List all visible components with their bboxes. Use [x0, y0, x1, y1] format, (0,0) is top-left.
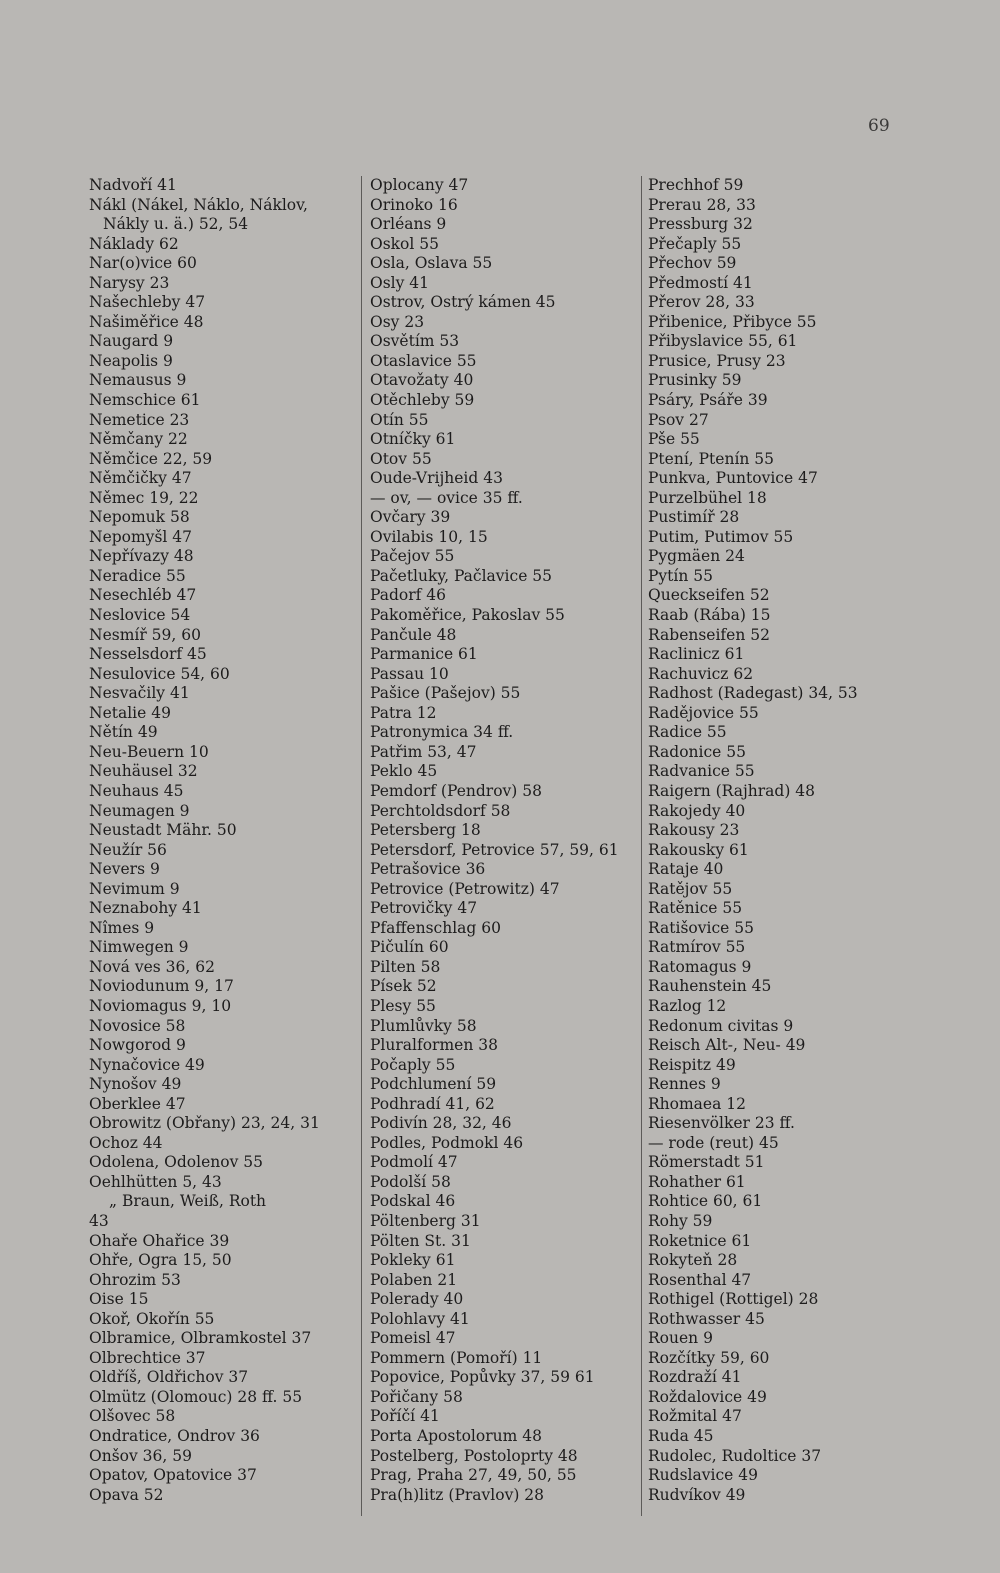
- index-entry: Pygmäen 24: [648, 547, 745, 566]
- index-entry: Nová ves 36, 62: [89, 957, 215, 976]
- index-entry: Pořičany 58: [370, 1387, 463, 1406]
- index-entry: Podles, Podmokl 46: [370, 1133, 524, 1152]
- index-entry: Postelberg, Postoloprty 48: [370, 1446, 578, 1465]
- index-entry: Ratěnice 55: [648, 899, 743, 918]
- index-entry: Roketnice 61: [648, 1231, 752, 1250]
- index-entry: Ruda 45: [648, 1427, 714, 1445]
- index-entry: Rabenseifen 52: [648, 625, 770, 644]
- index-entry: Nevimum 9: [89, 879, 180, 898]
- index-entry: Olbramice, Olbramkostel 37: [89, 1329, 312, 1348]
- index-entry: Rohather 61: [648, 1172, 746, 1191]
- index-entry: Pra(h)litz (Pravlov) 28: [370, 1485, 545, 1504]
- index-entry: Pičulín 60: [370, 938, 449, 957]
- index-entry: Předmostí 41: [648, 273, 753, 292]
- index-entry: Osvětím 53: [370, 332, 460, 351]
- index-entry: Otěchleby 59: [370, 391, 475, 410]
- index-entry: Osly 41: [370, 273, 430, 292]
- index-entry: Otín 55: [370, 410, 429, 429]
- page-number: 69: [868, 116, 890, 136]
- index-entry: Raigern (Rajhrad) 48: [648, 781, 816, 800]
- index-entry: Oehlhütten 5, 43: [89, 1172, 222, 1191]
- index-entry: „ Braun, Weiß, Roth: [109, 1192, 267, 1211]
- index-entry: Prusice, Prusy 23: [648, 351, 786, 370]
- index-entry: Ratomagus 9: [648, 957, 752, 976]
- index-entry: Rohy 59: [648, 1211, 713, 1230]
- index-entry: Petrovice (Petrowitz) 47: [370, 879, 560, 898]
- index-column-1: [89, 176, 355, 1505]
- index-entry: Ostrov, Ostrý kámen 45: [370, 293, 556, 312]
- index-entry: Peklo 45: [370, 762, 438, 781]
- index-entry: Psov 27: [648, 410, 709, 429]
- index-entry: Radějovice 55: [648, 703, 759, 722]
- index-entry: Nesechléb 47: [89, 586, 197, 605]
- index-entry: Pačetluky, Pačlavice 55: [370, 566, 553, 585]
- index-entry: Patřim 53, 47: [370, 742, 477, 761]
- index-entry: Polohlavy 41: [370, 1309, 470, 1328]
- index-entry: Noviodunum 9, 17: [89, 977, 234, 996]
- index-entry: Rakojedy 40: [648, 801, 746, 820]
- index-entry: Ratějov 55: [648, 879, 733, 898]
- index-entry: Němčany 22: [89, 430, 188, 449]
- index-entry: Petrovičky 47: [370, 899, 478, 918]
- index-entry: Nevers 9: [89, 860, 160, 879]
- index-entry: Rakousy 23: [648, 821, 740, 840]
- index-entry: Razlog 12: [648, 996, 727, 1015]
- index-entry: Oude-Vrijheid 43: [370, 469, 503, 488]
- index-entry: Rozdraží 41: [648, 1368, 742, 1387]
- index-entry: Prusinky 59: [648, 371, 742, 390]
- index-entry: Ovčary 39: [370, 508, 451, 527]
- index-entry: Onšov 36, 59: [89, 1446, 192, 1465]
- index-entry: Neužír 56: [89, 840, 167, 859]
- index-entry: Rohtice 60, 61: [648, 1192, 763, 1211]
- index-entry: Radice 55: [648, 723, 727, 742]
- index-column-2: [370, 176, 638, 1505]
- index-column-3: [648, 176, 938, 1505]
- index-entry: Pustimíř 28: [648, 508, 740, 527]
- index-entry: Nimwegen 9: [89, 938, 189, 957]
- index-entry: — ov, — ovice 35 ff.: [370, 488, 523, 507]
- index-entry: Počaply 55: [370, 1055, 456, 1074]
- index-entry: Rakousky 61: [648, 840, 749, 859]
- index-entry: Podskal 46: [370, 1192, 456, 1211]
- index-entry: Rudslavice 49: [648, 1466, 758, 1485]
- index-entry: Rothwasser 45: [648, 1309, 765, 1328]
- index-entry: Pölten St. 31: [370, 1231, 471, 1250]
- index-entry: Ovilabis 10, 15: [370, 527, 488, 546]
- index-entry: Podchlumení 59: [370, 1075, 497, 1094]
- index-entry: Otaslavice 55: [370, 351, 477, 370]
- index-entry: Radonice 55: [648, 742, 746, 761]
- index-entry: Ohrozim 53: [89, 1270, 181, 1289]
- index-entry: Raclinicz 61: [648, 645, 745, 664]
- index-entry: Passau 10: [370, 664, 449, 683]
- index-entry: Pommern (Pomoří) 11: [370, 1348, 543, 1367]
- index-entry: Nepomuk 58: [89, 508, 190, 527]
- index-entry: Polaben 21: [370, 1270, 458, 1289]
- index-entry: Oberklee 47: [89, 1094, 186, 1113]
- index-entry: Riesenvölker 23 ff.: [648, 1114, 795, 1133]
- index-entry: Rudvíkov 49: [648, 1485, 746, 1504]
- index-entry: Neapolis 9: [89, 351, 173, 370]
- index-entry: 43: [89, 1211, 109, 1230]
- index-entry: Rachuvicz 62: [648, 664, 754, 683]
- index-entry: Oldříš, Oldřichov 37: [89, 1368, 249, 1387]
- index-entry: Náklady 62: [89, 234, 179, 253]
- index-entry: Prechhof 59: [648, 176, 744, 194]
- index-entry: Netalie 49: [89, 703, 171, 722]
- index-entry: Nesmíř 59, 60: [89, 625, 201, 644]
- index-entry: Podmolí 47: [370, 1153, 458, 1172]
- index-entry: Neuhaus 45: [89, 781, 184, 800]
- index-entry: Putim, Putimov 55: [648, 527, 794, 546]
- index-entry: Prerau 28, 33: [648, 195, 756, 214]
- index-entry: Ohaře Ohařice 39: [89, 1231, 230, 1250]
- index-entry: Punkva, Puntovice 47: [648, 469, 818, 488]
- index-entry: Patronymica 34 ff.: [370, 723, 514, 742]
- index-entry: Neradice 55: [89, 566, 186, 585]
- index-entry: Ratišovice 55: [648, 918, 754, 937]
- index-entry: Queckseifen 52: [648, 586, 770, 605]
- index-entry: Němčice 22, 59: [89, 449, 213, 468]
- index-entry: Poříčí 41: [370, 1407, 440, 1426]
- index-entry: Němčičky 47: [89, 469, 192, 488]
- index-entry: Rožmital 47: [648, 1407, 742, 1426]
- index-entry: Nemschice 61: [89, 391, 201, 410]
- index-entry: Oskol 55: [370, 234, 439, 253]
- index-entry: Přibenice, Přibyce 55: [648, 312, 817, 331]
- index-entry: Rauhenstein 45: [648, 977, 772, 996]
- index-entry: Nesselsdorf 45: [89, 645, 207, 664]
- index-entry: Neuhäusel 32: [89, 762, 198, 781]
- index-entry: Neu-Beuern 10: [89, 742, 209, 761]
- index-entry: Přerov 28, 33: [648, 293, 755, 312]
- index-entry: Našiměřice 48: [89, 312, 204, 331]
- index-entry: Otov 55: [370, 449, 432, 468]
- index-entry: Rouen 9: [648, 1329, 713, 1348]
- index-entry: Ondratice, Ondrov 36: [89, 1427, 260, 1445]
- index-entry: Nětín 49: [89, 723, 158, 742]
- index-entry: Purzelbühel 18: [648, 488, 767, 507]
- index-entry: Nemausus 9: [89, 371, 187, 390]
- index-entry: Pomeisl 47: [370, 1329, 456, 1348]
- index-entry: Oise 15: [89, 1290, 149, 1309]
- index-entry: Neslovice 54: [89, 606, 191, 625]
- index-entry: Oplocany 47: [370, 176, 469, 194]
- index-entry: Olšovec 58: [89, 1407, 176, 1426]
- index-entry: Opava 52: [89, 1485, 164, 1504]
- index-entry: Pluralformen 38: [370, 1036, 498, 1055]
- index-entry: Olmütz (Olomouc) 28 ff. 55: [89, 1387, 303, 1406]
- index-entry: Petersdorf, Petrovice 57, 59, 61: [370, 840, 619, 859]
- index-entry: Orinoko 16: [370, 195, 458, 214]
- index-entry: Rataje 40: [648, 860, 724, 879]
- index-entry: Nesvačily 41: [89, 684, 190, 703]
- index-entry: Nadvoří 41: [89, 176, 177, 194]
- index-entry: Naugard 9: [89, 332, 174, 351]
- index-entry: Osy 23: [370, 312, 425, 331]
- index-entry: Nowgorod 9: [89, 1036, 186, 1055]
- index-entry: Němec 19, 22: [89, 488, 199, 507]
- index-entry: Porta Apostolorum 48: [370, 1427, 542, 1445]
- index-entry: Otníčky 61: [370, 430, 456, 449]
- index-entry: Pančule 48: [370, 625, 457, 644]
- index-entry: Nákl (Nákel, Náklo, Náklov,: [89, 195, 308, 214]
- index-entry: Nynačovice 49: [89, 1055, 205, 1074]
- index-entry: Odolena, Odolenov 55: [89, 1153, 263, 1172]
- index-entry: Patra 12: [370, 703, 437, 722]
- index-entry: Psáry, Psáře 39: [648, 391, 768, 410]
- index-entry: Písek 52: [370, 977, 437, 996]
- index-entry: Popovice, Popůvky 37, 59 61: [370, 1368, 595, 1387]
- index-entry: Přechov 59: [648, 254, 737, 273]
- index-entry: Obrowitz (Obřany) 23, 24, 31: [89, 1114, 320, 1133]
- index-entry: Podolší 58: [370, 1172, 451, 1191]
- index-entry: Nesulovice 54, 60: [89, 664, 230, 683]
- index-entry: Radvanice 55: [648, 762, 755, 781]
- index-entry: Pačejov 55: [370, 547, 455, 566]
- column-divider: [361, 176, 362, 1516]
- index-entry: Ptení, Ptenín 55: [648, 449, 775, 468]
- index-entry: Přečaply 55: [648, 234, 742, 253]
- index-entry: Nepomyšl 47: [89, 527, 193, 546]
- index-entry: Parmanice 61: [370, 645, 478, 664]
- index-entry: Podivín 28, 32, 46: [370, 1114, 512, 1133]
- index-entry: Nîmes 9: [89, 918, 155, 937]
- index-entry: Podhradí 41, 62: [370, 1094, 495, 1113]
- index-entry: Reispitz 49: [648, 1055, 736, 1074]
- index-entry: Noviomagus 9, 10: [89, 996, 232, 1015]
- index-entry: Roždalovice 49: [648, 1387, 767, 1406]
- index-entry: Rosenthal 47: [648, 1270, 752, 1289]
- index-entry: Prag, Praha 27, 49, 50, 55: [370, 1466, 577, 1485]
- index-entry: Pilten 58: [370, 957, 441, 976]
- index-entry: Raab (Rába) 15: [648, 606, 771, 625]
- index-entry: Rokyteň 28: [648, 1251, 738, 1270]
- index-entry: Petrašovice 36: [370, 860, 486, 879]
- index-entry: Novosice 58: [89, 1016, 186, 1035]
- index-entry: Ohře, Ogra 15, 50: [89, 1251, 232, 1270]
- index-entry: Neumagen 9: [89, 801, 190, 820]
- index-entry: Ochoz 44: [89, 1133, 163, 1152]
- index-entry: Pöltenberg 31: [370, 1211, 481, 1230]
- column-divider: [641, 176, 642, 1516]
- index-entry: Polerady 40: [370, 1290, 464, 1309]
- index-entry: Okoř, Okořín 55: [89, 1309, 215, 1328]
- index-entry: Plesy 55: [370, 996, 436, 1015]
- index-entry: Plumlůvky 58: [370, 1016, 477, 1035]
- index-entry: Nákly u. ä.) 52, 54: [103, 215, 249, 234]
- index-entry: Pakoměřice, Pakoslav 55: [370, 606, 565, 625]
- index-entry: Pressburg 32: [648, 215, 753, 234]
- index-entry: Ratmírov 55: [648, 938, 746, 957]
- index-entry: Perchtoldsdorf 58: [370, 801, 511, 820]
- index-entry: Nar(o)vice 60: [89, 254, 197, 273]
- index-entry: Pašice (Pašejov) 55: [370, 684, 521, 703]
- index-entry: Nynošov 49: [89, 1075, 182, 1094]
- index-entry: Rozčítky 59, 60: [648, 1348, 770, 1367]
- index-entry: Römerstadt 51: [648, 1153, 765, 1172]
- index-entry: Nemetice 23: [89, 410, 190, 429]
- index-entry: Otavožaty 40: [370, 371, 474, 390]
- index-entry: Rhomaea 12: [648, 1094, 746, 1113]
- index-entry: Neustadt Mähr. 50: [89, 821, 237, 840]
- index-entry: Pše 55: [648, 430, 700, 449]
- index-entry: Našechleby 47: [89, 293, 206, 312]
- index-entry: Pemdorf (Pendrov) 58: [370, 781, 542, 800]
- index-entry: Olbrechtice 37: [89, 1348, 206, 1367]
- index-entry: Petersberg 18: [370, 821, 481, 840]
- index-entry: Narysy 23: [89, 273, 170, 292]
- index-entry: Osla, Oslava 55: [370, 254, 493, 273]
- index-entry: Redonum civitas 9: [648, 1016, 794, 1035]
- index-entry: Neznabohy 41: [89, 899, 202, 918]
- index-entry: Nepřívazy 48: [89, 547, 194, 566]
- index-entry: Padorf 46: [370, 586, 447, 605]
- index-entry: Rudolec, Rudoltice 37: [648, 1446, 822, 1465]
- index-entry: — rode (reut) 45: [648, 1133, 779, 1152]
- index-entry: Pfaffenschlag 60: [370, 918, 501, 937]
- index-entry: Rothigel (Rottigel) 28: [648, 1290, 819, 1309]
- index-entry: Orléans 9: [370, 215, 447, 234]
- index-entry: Pytín 55: [648, 566, 714, 585]
- index-entry: Reisch Alt-, Neu- 49: [648, 1036, 806, 1055]
- index-entry: Opatov, Opatovice 37: [89, 1466, 257, 1485]
- index-entry: Radhost (Radegast) 34, 53: [648, 684, 858, 703]
- index-entry: Přibyslavice 55, 61: [648, 332, 798, 351]
- index-entry: Rennes 9: [648, 1075, 721, 1094]
- index-entry: Pokleky 61: [370, 1251, 456, 1270]
